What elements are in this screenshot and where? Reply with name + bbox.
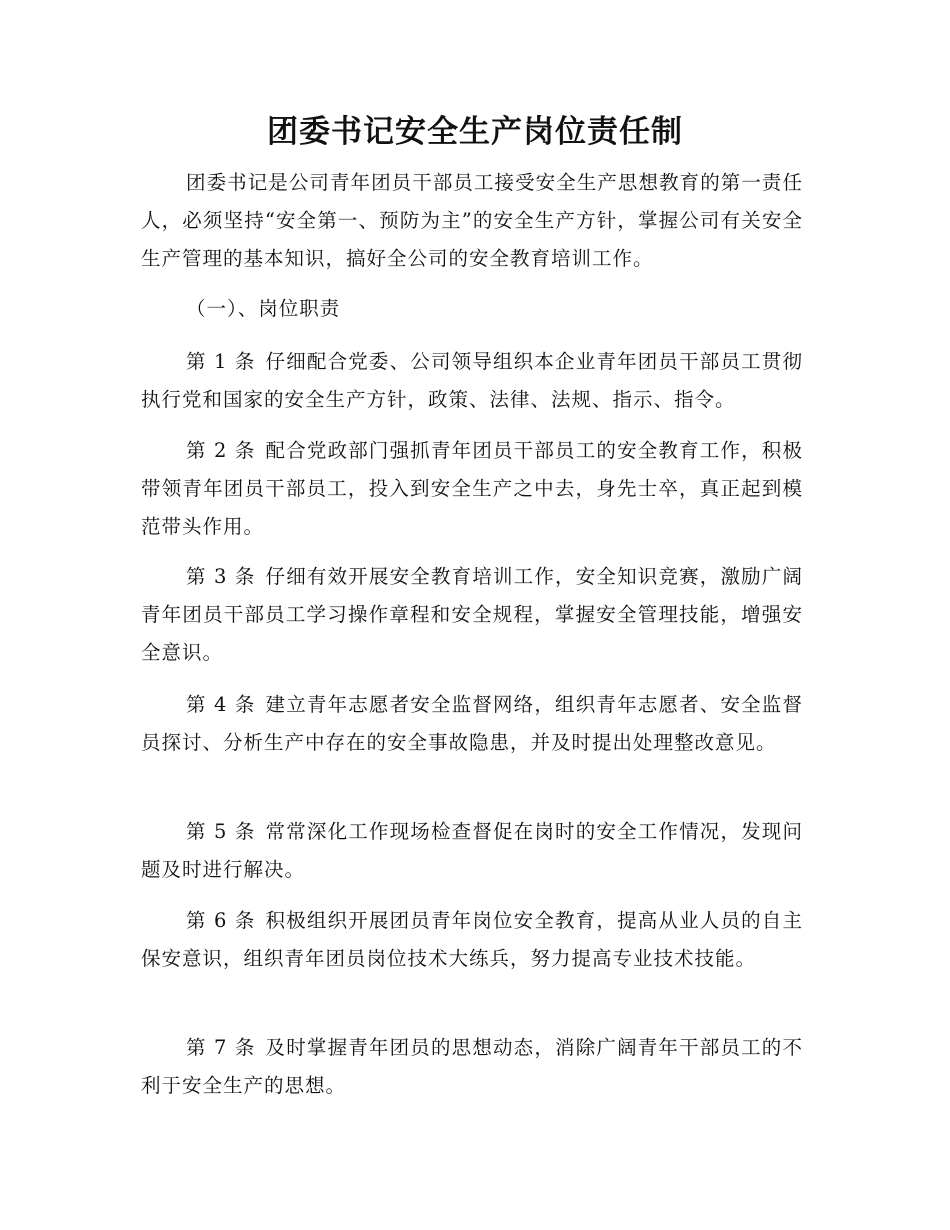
article-3	[141, 558, 803, 672]
article-label: 第 3 条	[186, 565, 256, 588]
article-label: 第 7 条	[186, 1036, 256, 1059]
article-1	[141, 343, 803, 419]
article-text: 配合党政部门强抓青年团员干部员工的安全教育工作，积极带领青年团员干部员工，投入到安全生产之中去，身先士卒，真正起到模范带头作用。	[141, 439, 803, 538]
article-text: 建立青年志愿者安全监督网络，组织青年志愿者、安全监督员探讨、分析生产中存在的安全事故隐患，并及时提出处理整改意见。	[141, 693, 803, 754]
section-heading: （一）、岗位职责	[186, 297, 341, 320]
article-label: 第 4 条	[186, 693, 256, 716]
article-4	[141, 686, 803, 762]
article-5	[141, 813, 803, 889]
article-label: 第 1 条	[186, 350, 256, 373]
article-6	[141, 902, 803, 978]
article-7	[141, 1029, 803, 1105]
article-label: 第 5 条	[186, 820, 256, 843]
article-text: 及时掌握青年团员的思想动态，消除广阔青年干部员工的不利于安全生产的思想。	[141, 1036, 803, 1097]
article-text: 仔细有效开展安全教育培训工作，安全知识竞赛，激励广阔青年团员干部员工学习操作章程和安全规程，掌握安全管理技能，增强安全意识。	[141, 565, 803, 664]
article-text: 常常深化工作现场检查督促在岗时的安全工作情况，发现问题及时进行解决。	[141, 820, 803, 881]
article-2	[141, 432, 803, 546]
intro-paragraph: 团委书记是公司青年团员干部员工接受安全生产思想教育的第一责任人，必须坚持“安全第一、预防为主”的安全生产方针，掌握公司有关安全生产管理的基本知识，搞好全公司的安全教育培训工作。	[141, 171, 803, 270]
article-text: 仔细配合党委、公司领导组织本企业青年团员干部员工贯彻执行党和国家的安全生产方针，政策、法律、法规、指示、指令。	[141, 350, 803, 411]
article-label: 第 2 条	[186, 439, 256, 462]
article-text: 积极组织开展团员青年岗位安全教育，提高从业人员的自主保安意识，组织青年团员岗位技术大练兵，努力提高专业技术技能。	[141, 909, 803, 970]
document-title: 团委书记安全生产岗位责任制	[267, 114, 683, 150]
article-label: 第 6 条	[186, 909, 256, 932]
